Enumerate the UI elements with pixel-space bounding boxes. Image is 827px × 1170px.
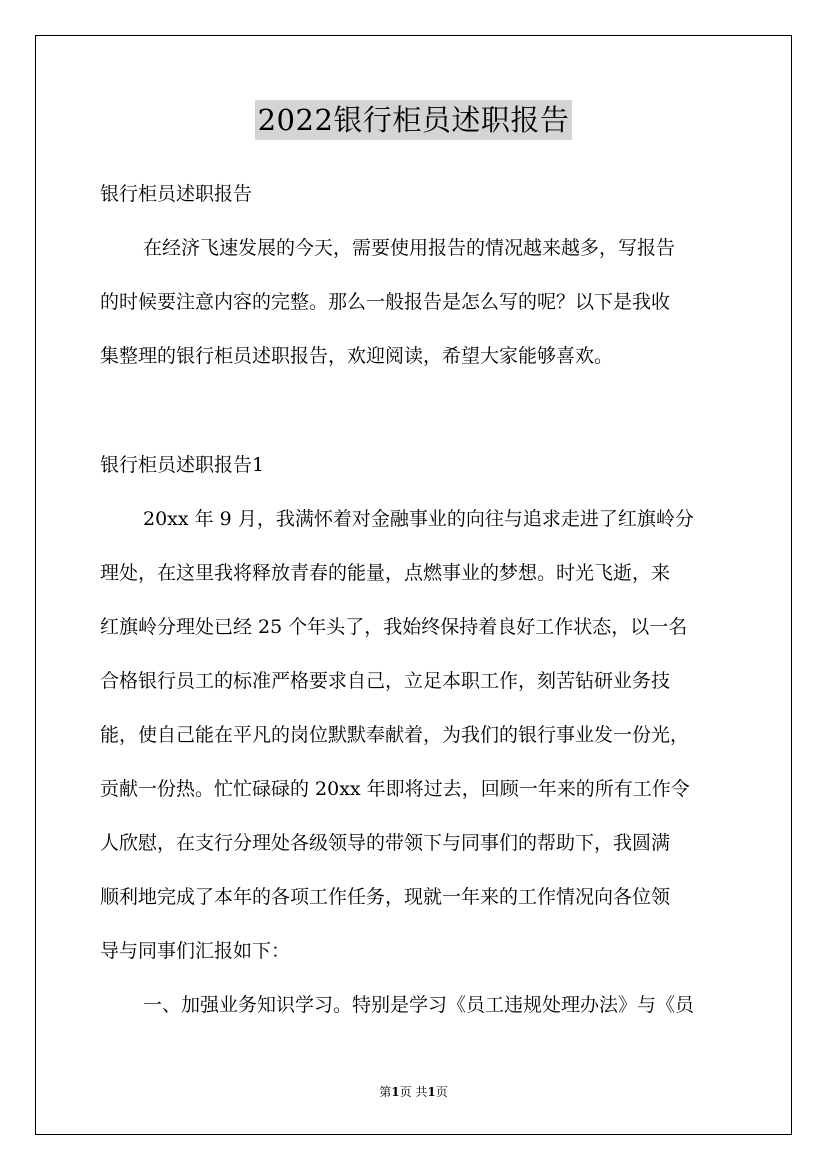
paragraph-line: 理处，在这里我将释放青春的能量，点燃事业的梦想。时光飞逝，来 [100,562,671,584]
paragraph-line: 人欣慰，在支行分理处各级领导的带领下与同事们的帮助下，我圆满 [100,832,671,854]
paragraph-line: 红旗岭分理处已经 25 个年头了，我始终保持着良好工作状态，以一名 [100,616,688,638]
paragraph-line: 能，使自己能在平凡的岗位默默奉献着，为我们的银行事业发一份光， [100,724,690,746]
title-wrapper [0,100,827,140]
page-footer [0,1084,827,1100]
footer-page-prefix: 第 [379,1085,392,1099]
paragraph-line: 集整理的银行柜员述职报告，欢迎阅读，希望大家能够喜欢。 [100,345,614,367]
footer-page-number: 1 [391,1085,400,1099]
paragraph-line: 贡献一份热。忙忙碌碌的 20xx 年即将过去，回顾一年来的所有工作令 [100,778,690,800]
subtitle: 银行柜员述职报告 [100,183,253,205]
footer-page-suffix: 页 [435,1085,448,1099]
paragraph-line: 在经济飞速发展的今天，需要使用报告的情况越来越多，写报告 [143,237,676,259]
footer-total-pages: 1 [427,1085,436,1099]
paragraph-line: 导与同事们汇报如下： [100,940,291,962]
paragraph-line: 的时候要注意内容的完整。那么一般报告是怎么写的呢？以下是我收 [100,291,671,313]
paragraph-line: 一、加强业务知识学习。特别是学习《员工违规处理办法》与《员 [143,994,695,1016]
footer-page-mid: 页 共 [399,1085,428,1099]
paragraph-line: 顺利地完成了本年的各项工作任务，现就一年来的工作情况向各位领 [100,886,671,908]
document-title: 2022银行柜员述职报告 [255,100,573,140]
section-heading: 银行柜员述职报告1 [100,454,265,476]
paragraph-line: 合格银行员工的标准严格要求自己，立足本职工作，刻苦钻研业务技 [100,670,671,692]
paragraph-line: 20xx 年 9 月，我满怀着对金融事业的向往与追求走进了红旗岭分 [143,508,694,530]
